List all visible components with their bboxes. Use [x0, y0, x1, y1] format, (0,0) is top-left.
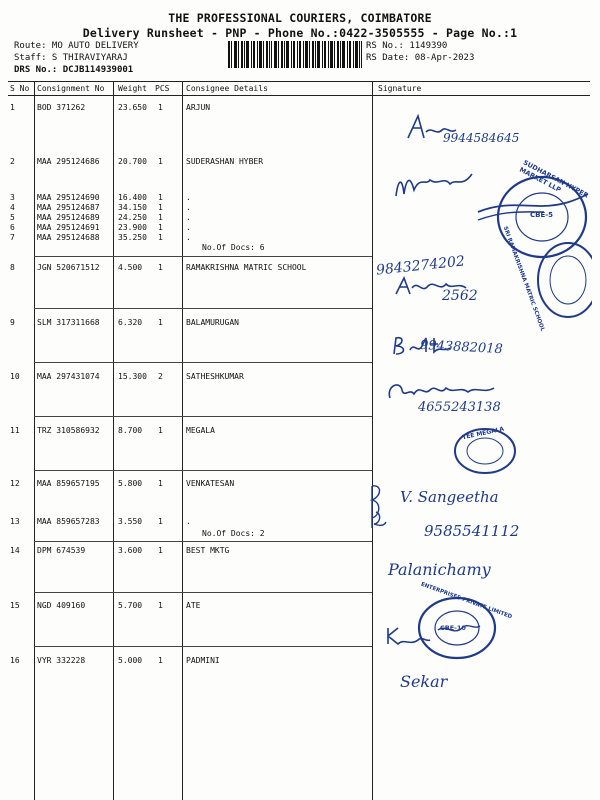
handwritten-phone: 9944584645: [443, 131, 520, 145]
row-consignment: MAA 295124686: [37, 157, 100, 166]
row-pcs: 1: [158, 193, 163, 202]
row-sno: 1: [10, 103, 15, 112]
col-header-weight: Weight: [118, 84, 147, 93]
row-separator: [34, 470, 372, 471]
table-header-rule: [8, 95, 590, 96]
table-top-rule: [8, 81, 590, 82]
rs-date: RS Date: 08-Apr-2023: [366, 53, 475, 63]
row-pcs: 1: [158, 223, 163, 232]
stamp-text: SUDHARSAN HYPER MARKET LLP: [518, 158, 590, 200]
handwritten-phone: 9943882018: [419, 337, 504, 358]
company-title: THE PROFESSIONAL COURIERS, COIMBATORE: [168, 11, 432, 25]
row-consignee: VENKATESAN: [186, 479, 235, 488]
rs-number: RS No.: 1149390: [366, 41, 448, 51]
row-sno: 4: [10, 203, 15, 212]
row-consignee: BEST MKTG: [186, 546, 230, 555]
col-header-signature: Signature: [378, 84, 422, 93]
row-separator: [34, 416, 372, 417]
col-header-sno: S No: [10, 84, 30, 93]
row-pcs: 1: [158, 103, 163, 112]
row-weight: 5.000: [118, 656, 143, 665]
row-pcs: 1: [158, 479, 163, 488]
row-pcs: 1: [158, 263, 163, 272]
row-consignment: BOD 371262: [37, 103, 86, 112]
row-consignee: PADMINI: [186, 656, 220, 665]
row-sno: 2: [10, 157, 15, 166]
row-consignee: .: [186, 223, 191, 232]
row-consignment: SLM 317311668: [37, 318, 100, 327]
row-weight: 24.250: [118, 213, 147, 222]
route-label: Route: MO AUTO DELIVERY: [14, 41, 139, 51]
row-separator: [34, 592, 372, 593]
handwritten-phone: 9585541112: [424, 522, 520, 540]
row-consignee: ARJUN: [186, 103, 211, 112]
row-sno: 13: [10, 517, 20, 526]
column-divider: [182, 81, 183, 800]
row-consignment: MAA 295124691: [37, 223, 100, 232]
handwritten-name: V. Sangeetha: [400, 488, 499, 506]
row-sno: 16: [10, 656, 20, 665]
row-weight: 3.550: [118, 517, 143, 526]
signature-scribble: [392, 166, 482, 206]
row-consignment: MAA 297431074: [37, 372, 100, 381]
row-weight: 23.650: [118, 103, 147, 112]
row-sno: 11: [10, 426, 20, 435]
row-weight: 5.700: [118, 601, 143, 610]
col-header-consignment: Consignment No: [37, 84, 105, 93]
handwritten-phone: 4655243138: [418, 400, 501, 415]
row-consignee: BALAMURUGAN: [186, 318, 239, 327]
stamp-code: CBE-10: [440, 624, 466, 632]
row-consignment: MAA 295124687: [37, 203, 100, 212]
row-consignee: SUDERASHAN HYBER: [186, 157, 264, 166]
row-sno: 7: [10, 233, 15, 242]
row-consignee: ATE: [186, 601, 201, 610]
col-header-consignee: Consignee Details: [186, 84, 268, 93]
row-weight: 6.320: [118, 318, 143, 327]
row-pcs: 1: [158, 601, 163, 610]
signature-scribble: [366, 482, 388, 532]
row-consignee: SATHESHKUMAR: [186, 372, 244, 381]
drs-number: DRS No.: DCJB114939001: [14, 65, 134, 75]
docs-count-note: No.Of Docs: 2: [202, 529, 265, 538]
row-pcs: 1: [158, 318, 163, 327]
runsheet-title: Delivery Runsheet - PNP - Phone No.:0422-3505555 - Page No.:1: [82, 26, 518, 40]
row-weight: 4.500: [118, 263, 143, 272]
stamp-text: TEE MEGALA: [461, 425, 505, 442]
row-consignment: VYR 332228: [37, 656, 86, 665]
row-sno: 3: [10, 193, 15, 202]
row-pcs: 1: [158, 203, 163, 212]
row-weight: 5.800: [118, 479, 143, 488]
row-sno: 8: [10, 263, 15, 272]
handwritten-phone: 2562: [442, 288, 478, 304]
row-weight: 16.400: [118, 193, 147, 202]
row-weight: 15.300: [118, 372, 147, 381]
row-consignee: .: [186, 193, 191, 202]
row-sno: 9: [10, 318, 15, 327]
row-pcs: 1: [158, 233, 163, 242]
handwritten-name: Sekar: [400, 672, 448, 691]
row-consignment: NGD 409160: [37, 601, 86, 610]
row-consignment: TRZ 310586932: [37, 426, 100, 435]
row-pcs: 1: [158, 426, 163, 435]
row-sno: 10: [10, 372, 20, 381]
column-divider: [372, 81, 373, 800]
row-weight: 23.900: [118, 223, 147, 232]
row-pcs: 1: [158, 656, 163, 665]
row-consignee: .: [186, 203, 191, 212]
row-weight: 20.700: [118, 157, 147, 166]
row-weight: 8.700: [118, 426, 143, 435]
stamp-code: CBE-5: [530, 211, 554, 219]
row-sno: 15: [10, 601, 20, 610]
docs-count-note: No.Of Docs: 6: [202, 243, 265, 252]
row-consignee: RAMAKRISHNA MATRIC SCHOOL: [186, 263, 307, 272]
col-header-pcs: PCS: [155, 84, 170, 93]
row-consignment: JGN 520671512: [37, 263, 100, 272]
row-consignment: MAA 295124689: [37, 213, 100, 222]
row-consignment: MAA 859657283: [37, 517, 100, 526]
staff-label: Staff: S THIRAVIYARAJ: [14, 53, 128, 63]
row-consignment: MAA 859657195: [37, 479, 100, 488]
row-pcs: 1: [158, 517, 163, 526]
row-separator: [34, 646, 372, 647]
stamp-text: ENTERPRISES PRIVATE LIMITED: [419, 581, 513, 621]
row-sno: 6: [10, 223, 15, 232]
row-sno: 14: [10, 546, 20, 555]
barcode: [228, 41, 362, 68]
row-separator: [34, 308, 372, 309]
row-pcs: 2: [158, 372, 163, 381]
row-consignee: .: [186, 233, 191, 242]
row-pcs: 1: [158, 546, 163, 555]
row-consignee: MEGALA: [186, 426, 215, 435]
row-sno: 12: [10, 479, 20, 488]
row-separator: [34, 256, 372, 257]
handwritten-phone: 9843274202: [375, 253, 466, 279]
row-consignment: DPM 674539: [37, 546, 86, 555]
row-sno: 5: [10, 213, 15, 222]
row-consignee: .: [186, 517, 191, 526]
row-pcs: 1: [158, 157, 163, 166]
row-consignment: MAA 295124688: [37, 233, 100, 242]
row-consignment: MAA 295124690: [37, 193, 100, 202]
row-separator: [34, 541, 372, 542]
row-separator: [34, 362, 372, 363]
column-divider: [34, 81, 35, 800]
row-consignee: .: [186, 213, 191, 222]
row-pcs: 1: [158, 213, 163, 222]
row-weight: 35.250: [118, 233, 147, 242]
handwritten-name: Palanichamy: [388, 560, 491, 579]
row-weight: 3.600: [118, 546, 143, 555]
stamp-text: SRI RAMAKRISHNA MATRIC SCHOOL: [501, 225, 546, 333]
row-weight: 34.150: [118, 203, 147, 212]
column-divider: [113, 81, 114, 800]
